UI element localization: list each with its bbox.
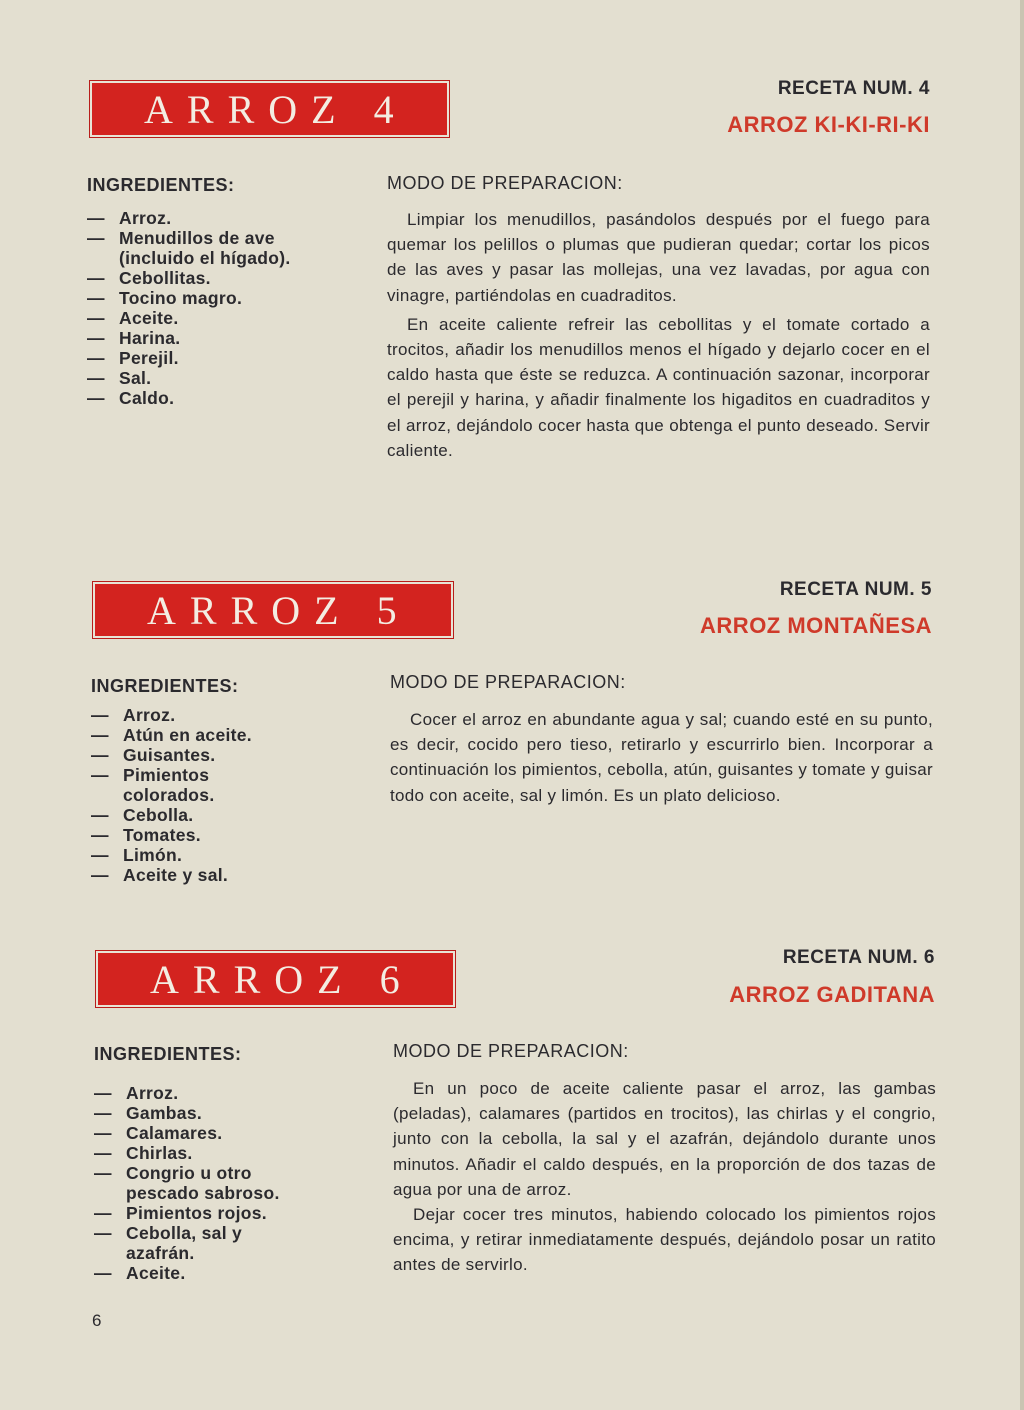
ingredient-item: — Menudillos de ave (incluido el hígado). <box>87 228 339 268</box>
ingredient-item: — Aceite. <box>94 1263 346 1283</box>
ingredient-item: — Perejil. <box>87 348 339 368</box>
ingredients-title: INGREDIENTES: <box>91 676 239 696</box>
recipe-banner: ARROZ 5 <box>93 582 453 638</box>
ingredient-item: — Arroz. <box>91 705 343 725</box>
ingredient-item: — Cebolla. <box>91 805 343 825</box>
page-edge <box>1020 0 1024 1410</box>
ingredient-item: — Congrio u otro pescado sabroso. <box>94 1163 326 1203</box>
ingredients-list <box>87 208 339 408</box>
preparation-text <box>393 1076 936 1278</box>
ingredient-item: — Cebolla, sal y azafrán. <box>94 1223 276 1263</box>
preparation-paragraph: Cocer el arroz en abundante agua y sal; cuando esté en su punto, es decir, cocido pero tieso, retirarlo y escurrirlo bien. Incorporar a continuación los pimientos, cebolla, atún, guisantes y tomate y guisar todo con aceite, sal y limón. Es un plato delicioso. <box>390 710 933 805</box>
ingredient-item: — Aceite. <box>87 308 339 328</box>
ingredient-item: — Arroz. <box>94 1083 346 1103</box>
ingredient-item: — Sal. <box>87 368 339 388</box>
recipe-name: ARROZ GADITANA <box>729 982 935 1007</box>
ingredient-item: — Aceite y sal. <box>91 865 343 885</box>
preparation-text <box>387 207 930 463</box>
ingredient-item: — Calamares. <box>94 1123 346 1143</box>
preparation-text <box>390 707 933 808</box>
ingredient-item: — Guisantes. <box>91 745 343 765</box>
ingredient-item: — Tocino magro. <box>87 288 339 308</box>
ingredient-item: — Pimientos rojos. <box>94 1203 346 1223</box>
ingredient-item: — Arroz. <box>87 208 339 228</box>
ingredient-item: — Harina. <box>87 328 339 348</box>
recipe-name: ARROZ KI-KI-RI-KI <box>727 112 930 137</box>
ingredient-item: — Limón. <box>91 845 343 865</box>
ingredient-item: — Caldo. <box>87 388 339 408</box>
recipe-banner: ARROZ 4 <box>90 81 449 137</box>
ingredient-item: — Cebollitas. <box>87 268 339 288</box>
ingredients-list <box>94 1083 346 1283</box>
recipe-number: RECETA NUM. 6 <box>782 947 935 968</box>
preparation-title: MODO DE PREPARACION: <box>390 672 626 692</box>
recipe-number: RECETA NUM. 4 <box>777 78 930 99</box>
recipe-number: RECETA NUM. 5 <box>779 579 932 600</box>
preparation-title: MODO DE PREPARACION: <box>387 173 623 193</box>
ingredients-list <box>91 705 343 885</box>
ingredients-title: INGREDIENTES: <box>94 1044 242 1064</box>
preparation-title: MODO DE PREPARACION: <box>393 1041 629 1061</box>
recipe-name: ARROZ MONTAÑESA <box>700 613 932 638</box>
preparation-paragraph: En aceite caliente refreir las cebollitas y el tomate cortado a trocitos, añadir los menudillos menos el hígado y dejarlo cocer en el caldo hasta que éste se reduzca. A continuación sazonar, incorporar el perejil y harina, y añadir finalmente los higaditos en cuadraditos y el arroz, dejándolo cocer hasta que obtenga el punto deseado. Servir caliente. <box>387 314 930 460</box>
ingredient-item: — Tomates. <box>91 825 343 845</box>
preparation-paragraph: Limpiar los menudillos, pasándolos después por el fuego para quemar los pelillos o plumas que pudieran quedar; cortar los picos de las aves y pasar las mollejas, una vez lavadas, por agua con vinagre, partiéndolas en cuadraditos. <box>387 210 930 305</box>
ingredient-item: — Pimientos colorados. <box>91 765 283 805</box>
ingredient-item: — Atún en aceite. <box>91 725 343 745</box>
recipe-banner: ARROZ 6 <box>96 951 455 1007</box>
page-number: 6 <box>92 1311 102 1330</box>
ingredient-item: — Gambas. <box>94 1103 346 1123</box>
ingredient-item: — Chirlas. <box>94 1143 346 1163</box>
preparation-paragraph: Dejar cocer tres minutos, habiendo colocado los pimientos rojos encima, y retirar inmediatamente después, dejándolo posar un ratito antes de servirlo. <box>393 1205 936 1275</box>
preparation-paragraph: En un poco de aceite caliente pasar el arroz, las gambas (peladas), calamares (partidos en trocitos), las chirlas y el congrio, junto con la cebolla, la sal y el azafrán, dejándolo durante unos minutos. Añadir el caldo después, en la proporción de dos tazas de agua por una de arroz. <box>393 1079 936 1199</box>
ingredients-title: INGREDIENTES: <box>87 175 235 195</box>
